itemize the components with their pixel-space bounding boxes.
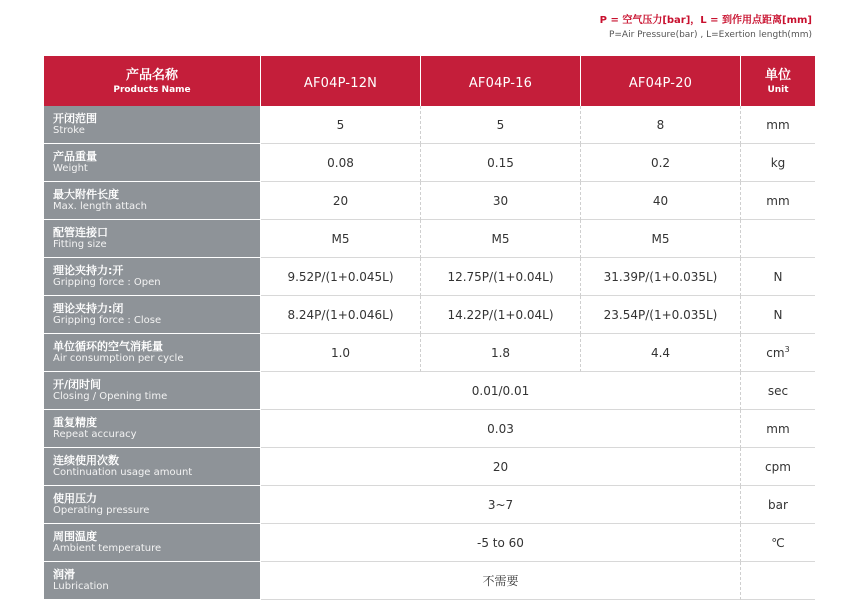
- unit-cell: bar: [741, 486, 815, 524]
- row-label-cn: 理论夹持力:开: [53, 264, 124, 277]
- row-open-close-time: [44, 372, 815, 410]
- table-cell: 8.24P/(1+0.046L): [261, 296, 421, 334]
- row-label-cn: 连续使用次数: [53, 454, 119, 467]
- row-label: [44, 106, 261, 144]
- row-gripping-close: [44, 296, 815, 334]
- row-label-en: Stroke: [53, 125, 85, 136]
- unit-cell: N: [741, 258, 815, 296]
- header-model-label: AF04P-16: [468, 75, 533, 91]
- row-label: [44, 448, 261, 486]
- formula-note: [600, 14, 812, 42]
- table-cell: 5: [421, 106, 581, 144]
- formula-note-cn: P = 空气压力[bar]，L = 到作用点距离[mm]: [599, 15, 812, 26]
- row-label-en: Fitting size: [53, 239, 107, 250]
- row-label-en: Gripping force : Close: [53, 315, 162, 326]
- unit-cell: kg: [741, 144, 815, 182]
- unit-cell: cpm: [741, 448, 815, 486]
- row-label: [44, 486, 261, 524]
- unit-cell: ℃: [741, 524, 815, 562]
- header-unit-en: Unit: [767, 84, 789, 95]
- row-air-consumption: [44, 334, 815, 372]
- table-cell: M5: [581, 220, 741, 258]
- table-cell: 23.54P/(1+0.035L): [581, 296, 741, 334]
- row-label-cn: 配管连接口: [53, 226, 108, 239]
- unit-cell: [741, 334, 815, 372]
- merged-cell: 3~7: [261, 486, 741, 524]
- row-label-en: Ambient temperature: [53, 543, 162, 554]
- row-weight: [44, 144, 815, 182]
- table-cell: 4.4: [581, 334, 741, 372]
- table-cell: M5: [261, 220, 421, 258]
- row-label: [44, 258, 261, 296]
- row-label: [44, 562, 261, 600]
- row-label-en: Continuation usage amount: [53, 467, 193, 478]
- row-label: [44, 410, 261, 448]
- unit-cell: mm: [741, 106, 815, 144]
- row-label: [44, 144, 261, 182]
- table-cell: 9.52P/(1+0.045L): [261, 258, 421, 296]
- row-gripping-open: [44, 258, 815, 296]
- table-cell: 30: [421, 182, 581, 220]
- row-label-cn: 理论夹持力:闭: [53, 302, 124, 315]
- row-label-en: Max. length attach: [53, 201, 148, 212]
- row-label: [44, 220, 261, 258]
- formula-note-en: P=Air Pressure(bar) , L=Exertion length(mm): [608, 30, 812, 40]
- row-label-cn: 开闭范围: [53, 112, 97, 125]
- merged-cell: 0.03: [261, 410, 741, 448]
- row-ambient-temperature: [44, 524, 815, 562]
- merged-cell: 20: [261, 448, 741, 486]
- row-stroke: [44, 106, 815, 144]
- row-label-en: Lubrication: [53, 581, 109, 592]
- row-label-cn: 润滑: [53, 568, 75, 581]
- table-cell: 40: [581, 182, 741, 220]
- row-label-en: Closing / Opening time: [53, 391, 168, 402]
- row-label-cn: 重复精度: [53, 416, 97, 429]
- unit-superscript: 3: [784, 345, 790, 354]
- merged-cell: -5 to 60: [261, 524, 741, 562]
- row-label-cn: 最大附件长度: [53, 188, 119, 201]
- merged-cell: 0.01/0.01: [261, 372, 741, 410]
- header-product-name-cn: 产品名称: [125, 67, 178, 83]
- spec-table: [44, 56, 815, 600]
- header-model-label: AF04P-12N: [303, 75, 378, 91]
- table-cell: 1.8: [421, 334, 581, 372]
- row-label-cn: 周围温度: [53, 530, 97, 543]
- row-lubrication: [44, 562, 815, 600]
- row-label-en: Air consumption per cycle: [53, 353, 184, 364]
- header-model-label: AF04P-20: [628, 75, 693, 91]
- merged-cell: 不需要: [261, 562, 741, 600]
- row-label-cn: 单位循环的空气消耗量: [53, 340, 163, 353]
- table-cell: 31.39P/(1+0.035L): [581, 258, 741, 296]
- table-cell: 14.22P/(1+0.04L): [421, 296, 581, 334]
- header-model-3: [581, 56, 741, 106]
- row-repeat-accuracy: [44, 410, 815, 448]
- unit-cell: sec: [741, 372, 815, 410]
- unit-cell: [741, 562, 815, 600]
- row-continuation-usage: [44, 448, 815, 486]
- row-label-en: Repeat accuracy: [53, 429, 137, 440]
- row-label-en: Weight: [53, 163, 88, 174]
- table-cell: 8: [581, 106, 741, 144]
- header-model-2: [421, 56, 581, 106]
- table-cell: 12.75P/(1+0.04L): [421, 258, 581, 296]
- row-operating-pressure: [44, 486, 815, 524]
- row-label-cn: 开/闭时间: [53, 378, 102, 391]
- row-label: [44, 524, 261, 562]
- row-label-en: Gripping force : Open: [53, 277, 161, 288]
- table-cell: 0.15: [421, 144, 581, 182]
- header-row: [44, 56, 815, 106]
- table-cell: 1.0: [261, 334, 421, 372]
- row-label: [44, 296, 261, 334]
- row-fitting-size: [44, 220, 815, 258]
- header-product-name: [44, 56, 261, 106]
- table-cell: 5: [261, 106, 421, 144]
- unit-cell: mm: [741, 182, 815, 220]
- header-unit-cn: 单位: [764, 67, 791, 83]
- unit-cell: [741, 220, 815, 258]
- unit-base: cm: [766, 346, 785, 360]
- table-cell: 20: [261, 182, 421, 220]
- table-cell: M5: [421, 220, 581, 258]
- row-label-en: Operating pressure: [53, 505, 150, 516]
- row-label-cn: 产品重量: [53, 150, 97, 163]
- header-product-name-en: Products Name: [113, 84, 191, 95]
- unit-cell: N: [741, 296, 815, 334]
- header-unit: [741, 56, 815, 106]
- row-label: [44, 334, 261, 372]
- row-label-cn: 使用压力: [53, 492, 97, 505]
- row-max-length: [44, 182, 815, 220]
- table-cell: 0.08: [261, 144, 421, 182]
- unit-cell: mm: [741, 410, 815, 448]
- row-label: [44, 182, 261, 220]
- row-label: [44, 372, 261, 410]
- table-cell: 0.2: [581, 144, 741, 182]
- header-model-1: [261, 56, 421, 106]
